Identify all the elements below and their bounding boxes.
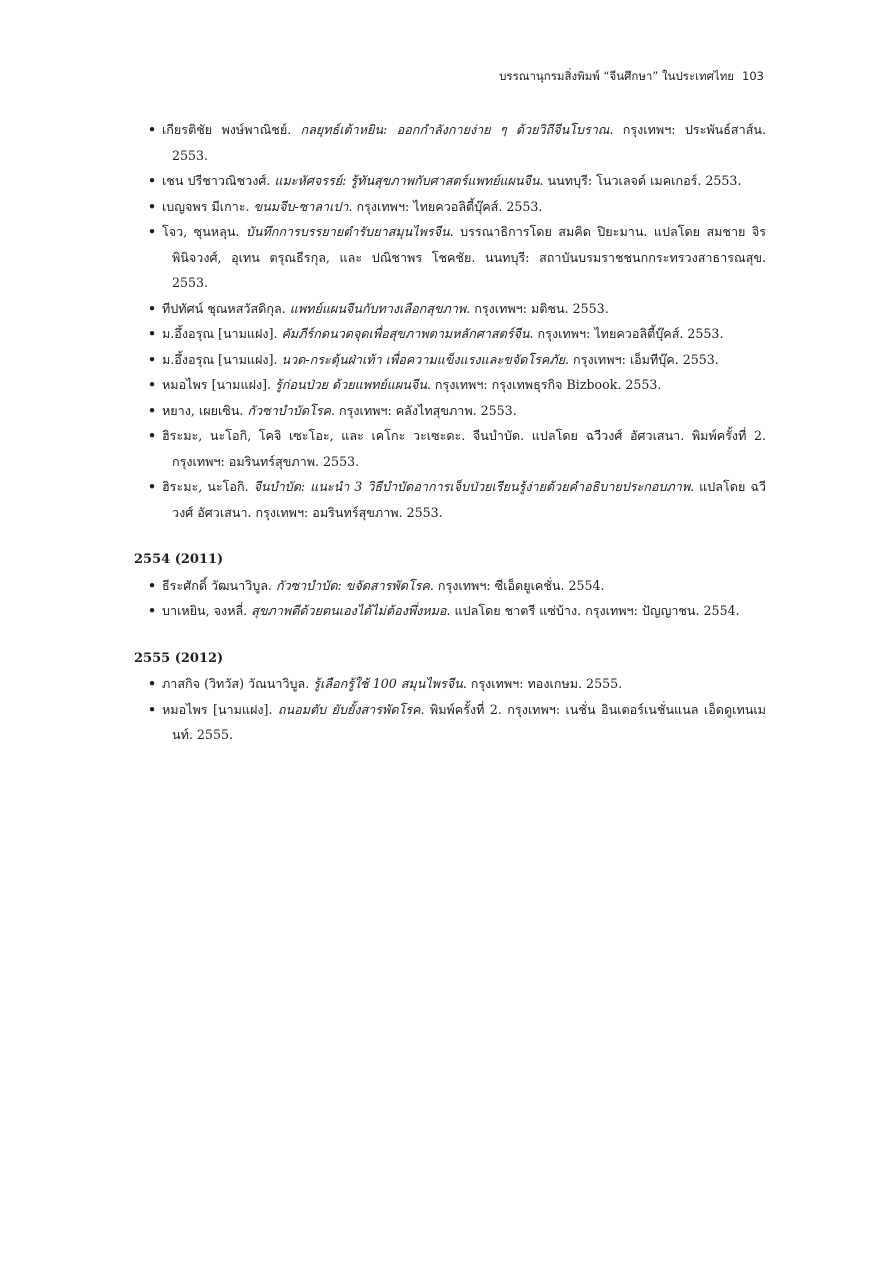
entry-author: เชน ปรีชาวณิชวงศ์.	[162, 173, 275, 188]
entry-author: ฮิระมะ, นะโอกิ.	[162, 479, 254, 494]
entry-publication: . กรุงเทพฯ: ประพันธ์สาส์น. 2553.	[172, 122, 766, 163]
entry-title: คัมภีร์กดนวดจุดเพื่อสุขภาพตามหลักศาสตร์จีน	[281, 326, 530, 341]
bibliography-entry	[134, 398, 766, 424]
bibliography-entry	[134, 347, 766, 373]
entry-title: สุขภาพดีด้วยตนเองได้ไม่ต้องพึ่งหมอ	[251, 603, 447, 618]
entry-author: ฮิระมะ, นะโอกิ, โคจิ เซะโอะ, และ เคโกะ วะเซะดะ.	[162, 428, 473, 443]
bullet-icon: •	[148, 326, 157, 341]
running-title: บรรณานุกรมสิ่งพิมพ์ “จีนศึกษา” ในประเทศไทย	[499, 69, 735, 83]
bibliography-entry	[134, 423, 766, 474]
entry-publication: . กรุงเทพฯ: เอ็มทีบุ๊ค. 2553.	[565, 351, 719, 367]
bibliography-entry	[134, 296, 766, 322]
entry-author: ธีระศักดิ์ วัฒนาวิบูล.	[162, 577, 276, 593]
running-header	[0, 68, 764, 86]
bullet-icon: •	[148, 173, 157, 188]
entry-author: ม.อึ้งอรุณ [นามแฝง].	[162, 326, 282, 341]
entry-publication: . กรุงเทพฯ: ไทยควอลิตี้บุ๊คส์. 2553.	[529, 326, 724, 341]
entry-publication: . นนทบุรี: โนวเลจด์ เมคเกอร์. 2553.	[539, 173, 742, 188]
bullet-icon: •	[148, 377, 157, 392]
entry-title: กัวซาบำบัด: ขจัดสารพัดโรค	[275, 577, 430, 593]
year-heading: 2554 (2011)	[134, 552, 224, 567]
bullet-icon: •	[148, 300, 157, 316]
bibliography-entry	[134, 598, 766, 624]
entry-author: หยาง, เผยเซิน.	[162, 402, 248, 418]
bullet-icon: •	[148, 122, 157, 137]
entry-title: กลยุทธ์เต้าหยิน: ออกกำลังกายง่าย ๆ ด้วยวิถีจีนโบราณ	[300, 122, 610, 137]
bullet-icon: •	[148, 701, 157, 717]
entry-author: หมอไพร [นามแฝง].	[162, 701, 278, 717]
entry-publication: . บรรณาธิการโดย สมคิด ปิยะมาน. แปลโดย สมชาย จิรพินิจวงศ์, อุเทน ตรุณธีรกุล, และ ปณิชาพร โชคชัย. นนทบุรี: สถาบันบรมราชชนกกระทรวงสาธารณสุข. 2553.	[172, 224, 767, 290]
entry-title: แมะหัศจรรย์: รู้ทันสุขภาพกับศาสตร์แพทย์แผนจีน	[274, 173, 540, 188]
entry-publication: . กรุงเทพฯ: ไทยควอลิตี้บุ๊คส์. 2553.	[348, 198, 543, 214]
bibliography-entry	[134, 671, 766, 697]
entry-list	[134, 671, 766, 748]
entry-publication: . กรุงเทพฯ: คลังไทสุขภาพ. 2553.	[330, 402, 517, 418]
entry-author: บาเหยิน, จงหลี่.	[162, 603, 252, 618]
entry-publication: . กรุงเทพฯ: มติชน. 2553.	[466, 300, 609, 316]
entry-title: ถนอมตับ ยับยั้งสารพัดโรค	[277, 701, 421, 717]
bibliography-entry	[134, 168, 766, 194]
bibliography-entry	[134, 117, 766, 168]
entry-author: ทีปทัศน์ ชุณหสวัสดิกุล.	[162, 300, 290, 316]
entry-publication: . แปลโดย ชาตรี แซ่บ้าง. กรุงเทพฯ: ปัญญาชน. 2554.	[446, 603, 740, 618]
entry-author: โจว, ซุนหลุน.	[162, 224, 246, 239]
bibliography-entry	[134, 573, 766, 599]
entry-publication: . แปลโดย ฉวีวงศ์ อัศวเสนา. กรุงเทพฯ: อมรินทร์สุขภาพ. 2553.	[172, 479, 766, 520]
year-heading: 2555 (2012)	[134, 650, 224, 666]
entry-publication: . กรุงเทพฯ: กรุงเทพธุรกิจ Bizbook. 2553.	[426, 377, 662, 392]
entry-publication: . กรุงเทพฯ: ทองเกษม. 2555.	[462, 676, 623, 691]
entry-author: ภาสกิจ (วิทวัส) วัณนาวิบูล.	[162, 676, 314, 691]
entry-publication: จีนบำบัด. แปลโดย ฉวีวงศ์ อัศวเสนา. พิมพ์ครั้งที่ 2. กรุงเทพฯ: อมรินทร์สุขภาพ. 2553.	[172, 428, 766, 469]
entry-title: จีนบำบัด: แนะนำ 3 วิธีบำบัดอาการเจ็บป่วยเรียนรู้ง่ายด้วยคำอธิบายประกอบภาพ	[253, 479, 691, 494]
bullet-icon: •	[148, 402, 157, 418]
entry-author: หมอไพร [นามแฝง].	[162, 377, 276, 392]
bibliography-entry	[134, 194, 766, 220]
entry-title: กัวซาบำบัดโรค	[247, 402, 331, 418]
bullet-icon: •	[148, 479, 157, 494]
bullet-icon: •	[148, 577, 157, 593]
bibliography-entry	[134, 697, 766, 748]
bibliography-entry	[134, 474, 766, 525]
entry-author: เบญจพร มีเกาะ.	[162, 198, 254, 214]
bibliography-body	[134, 117, 766, 748]
entry-author: เกียรติชัย พงษ์พาณิชย์.	[162, 122, 301, 137]
entry-title: แพทย์แผนจีนกับทางเลือกสุขภาพ	[289, 300, 467, 316]
entry-title: รู้ก่อนป่วย ด้วยแพทย์แผนจีน	[275, 377, 427, 392]
bullet-icon: •	[148, 603, 157, 618]
bibliography-entry	[134, 321, 766, 347]
entry-publication: . กรุงเทพฯ: ซีเอ็ดยูเคชั่น. 2554.	[429, 577, 605, 593]
entry-list	[134, 573, 766, 624]
bibliography-entry	[134, 219, 766, 296]
bullet-icon: •	[148, 198, 157, 214]
entry-publication: . พิมพ์ครั้งที่ 2. กรุงเทพฯ: เนชั่น อินเตอร์เนชั่นแนล เอ็ดดูเทนเมนท์. 2555.	[172, 701, 766, 742]
bibliography-entry	[134, 372, 766, 398]
entry-title: รู้เลือกรู้ใช้ 100 สมุนไพรจีน	[313, 676, 463, 691]
entry-list	[134, 117, 766, 525]
entry-title: นวด-กระตุ้นฝ่าเท้า เพื่อความแข็งแรงและขจัดโรคภัย	[281, 351, 566, 367]
entry-title: ขนมจีบ-ซาลาเปา	[253, 198, 349, 214]
bullet-icon: •	[148, 224, 157, 239]
bullet-icon: •	[148, 428, 157, 443]
entry-title: บันทึกการบรรยายตำรับยาสมุนไพรจีน	[245, 224, 450, 239]
bullet-icon: •	[148, 676, 157, 691]
entry-author: ม.อึ้งอรุณ [นามแฝง].	[162, 351, 282, 367]
page-number: 103	[742, 69, 764, 83]
bullet-icon: •	[148, 351, 157, 367]
